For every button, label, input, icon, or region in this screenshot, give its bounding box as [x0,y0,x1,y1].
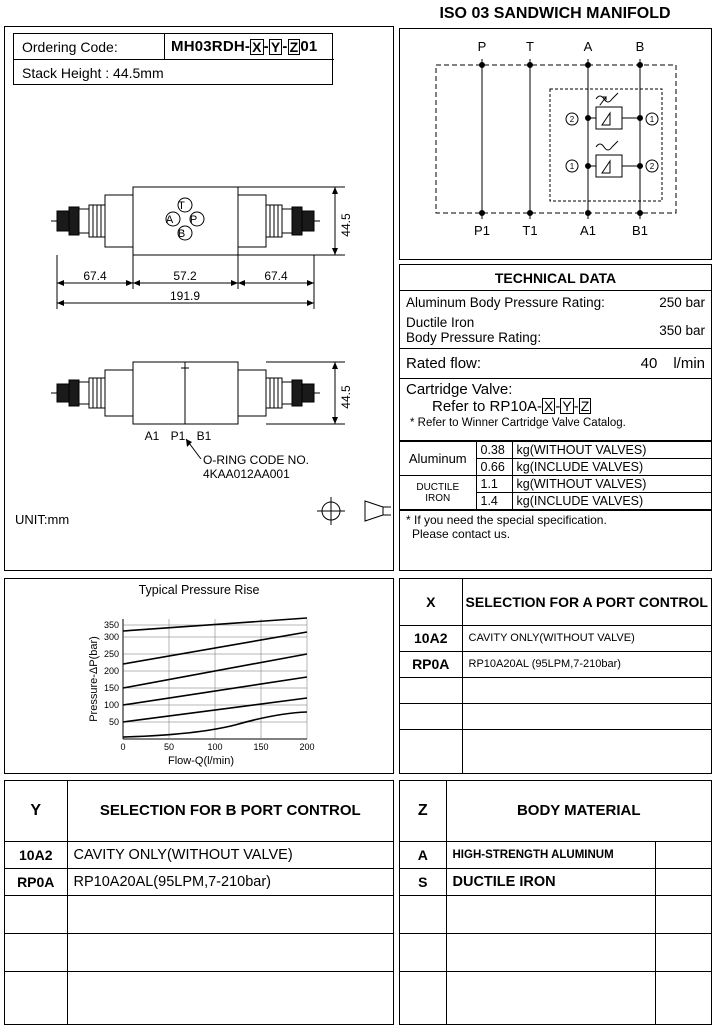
schematic-port-t: T [526,39,534,54]
y-code-header: Y [5,781,67,841]
stack-height-row: Stack Height : 44.5mm [22,64,164,81]
weight-ductile-include-unit: kg(INCLUDE VALVES) [512,493,711,510]
y-row-3-desc [67,933,393,971]
technical-footnote [400,511,711,545]
tech-row-ductile [400,313,711,349]
tech-label-ductile: Ductile Iron Body Pressure Rating: [406,315,542,345]
z-row-0-code: A [400,841,446,868]
x-selection-table-panel [399,578,712,774]
dim-left: 67.4 [83,269,107,283]
ordering-code-value [164,34,323,59]
svg-text:250: 250 [103,649,119,659]
z-row-2-code [400,895,446,933]
svg-text:1: 1 [569,162,575,171]
pressure-rise-chart-panel [4,578,394,774]
y-selection-table-panel [4,780,394,1025]
svg-text:350: 350 [103,620,119,630]
weight-ductile-without-unit: kg(WITHOUT VALVES) [512,476,711,493]
y-title-header: SELECTION FOR B PORT CONTROL [67,781,393,841]
dim-right: 67.4 [264,269,288,283]
z-row-4-extra [655,971,711,1024]
weight-table [400,441,711,511]
z-selection-table-panel [399,780,712,1025]
unit-label: UNIT:mm [15,512,70,527]
technical-data-heading: TECHNICAL DATA [400,265,711,291]
ordering-code-row [14,34,334,60]
technical-data-panel [399,264,712,571]
weight-row-aluminum [400,442,711,459]
schematic-port-b1: B1 [632,223,648,238]
z-row-0-desc: HIGH-STRENGTH ALUMINUM [446,841,655,868]
cartridge-note: * Refer to Winner Cartridge Valve Catalog. [410,417,626,429]
schematic-port-b: B [635,39,645,54]
ordering-code-z: Z [289,38,299,55]
y-row-0-desc: CAVITY ONLY(WITHOUT VALVE) [67,841,393,868]
hydraulic-schematic-panel [399,28,712,260]
y-row-3-code [5,933,67,971]
dim-height-bottom: 44.5 [339,385,353,409]
pressure-rise-chart [5,597,393,767]
y-row-1-desc: RP10A20AL(95LPM,7-210bar) [67,868,393,895]
cartridge-y: Y [562,398,572,414]
tech-label-flow: Rated flow: [406,355,482,372]
z-selection-table [400,781,711,1024]
svg-text:2: 2 [649,162,655,171]
product-drawing-panel [4,26,394,571]
chart-title: Typical Pressure Rise [138,583,260,597]
cartridge-refer-text: Refer to RP10A- [432,398,543,415]
chart-xlabel: Flow-Q(l/min) [168,755,234,767]
z-row-4-desc [446,971,655,1024]
svg-text:150: 150 [103,683,119,693]
weight-row-ductile [400,476,711,493]
ordering-code-x: X [252,38,262,55]
tech-value-aluminum: 250 bar [659,294,705,310]
x-row-1-desc: RP10A20AL (95LPM,7-210bar) [462,651,711,677]
x-row-2-code [400,677,462,703]
x-row-0-code: 10A2 [400,625,462,651]
ordering-code-block [13,33,333,85]
ordering-code-y: Y [270,38,281,55]
footnote-line1: * If you need the special specification. [406,513,607,527]
svg-text:T: T [178,200,185,212]
weight-material-ductile: DUCTILE IRON [400,476,476,510]
x-title-header: SELECTION FOR A PORT CONTROL [462,579,711,625]
z-row-2-extra [655,895,711,933]
svg-text:0: 0 [120,742,126,752]
schematic-port-t1: T1 [522,223,538,238]
weight-aluminum-without-value: 0.38 [476,442,512,459]
cartridge-z: Z [580,398,590,414]
z-row-1-code: S [400,868,446,895]
weight-aluminum-without-unit: kg(WITHOUT VALVES) [512,442,711,459]
y-selection-table [5,781,393,1024]
svg-text:100: 100 [103,700,119,710]
y-row-4-code [5,971,67,1024]
z-row-3-extra [655,933,711,971]
weight-aluminum-include-unit: kg(INCLUDE VALVES) [512,459,711,476]
port-p1: P1 [170,429,186,443]
z-row-1-extra [655,868,711,895]
svg-text:200: 200 [103,666,119,676]
x-row-1-code: RP0A [400,651,462,677]
dim-height-top: 44.5 [339,213,353,237]
x-row-3-code [400,703,462,729]
weight-aluminum-include-value: 0.66 [476,459,512,476]
cartridge-x: X [544,398,554,414]
tech-row-aluminum [400,291,711,313]
tech-row-flow [400,349,711,379]
hydraulic-schematic [400,29,711,259]
y-row-0-code: 10A2 [5,841,67,868]
svg-text:300: 300 [103,632,119,642]
z-row-3-code [400,933,446,971]
x-code-header: X [400,579,462,625]
svg-text:150: 150 [253,742,269,752]
schematic-port-p: P [477,39,487,54]
dim-total: 191.9 [169,289,201,303]
schematic-port-p1: P1 [474,223,490,238]
ordering-code-label: Ordering Code: [22,38,118,55]
weight-ductile-without-value: 1.1 [476,476,512,493]
cartridge-line2: Refer to RP10A- X - Y - Z [432,398,590,415]
svg-text:50: 50 [163,742,175,752]
ordering-code-dash2: - [282,38,288,55]
oring-note-line2: 4KAA012AA001 [203,467,290,481]
x-selection-table [400,579,711,773]
oring-note-line1: O-RING CODE NO. [203,453,310,467]
chart-ylabel: Pressure-ΔP(bar) [88,636,100,722]
tech-value-flow: 40 [640,355,658,372]
y-row-2-code [5,895,67,933]
svg-text:50: 50 [108,717,119,727]
svg-text:2: 2 [569,115,575,124]
z-code-header: Z [400,781,446,841]
x-row-3-desc [462,703,711,729]
svg-text:100: 100 [207,742,223,752]
schematic-port-a1: A1 [580,223,596,238]
y-row-1-code: RP0A [5,868,67,895]
tech-row-cartridge [400,379,711,441]
z-title-header: BODY MATERIAL [446,781,711,841]
ordering-code-prefix: MH03RDH- [171,38,251,55]
x-row-0-desc: CAVITY ONLY(WITHOUT VALVE) [462,625,711,651]
z-row-3-desc [446,933,655,971]
cartridge-line1: Cartridge Valve: [406,381,513,398]
y-row-4-desc [67,971,393,1024]
svg-text:200: 200 [299,742,315,752]
y-row-2-desc [67,895,393,933]
ordering-code-suffix: 01 [300,38,318,55]
svg-text:1: 1 [649,115,655,124]
tech-label-aluminum: Aluminum Body Pressure Rating: [406,294,605,310]
schematic-port-a: A [583,39,593,54]
svg-text:A: A [165,214,174,226]
port-a1: A1 [144,429,160,443]
z-row-1-desc: DUCTILE IRON [446,868,655,895]
x-row-4-code [400,729,462,773]
page-title: ISO 03 SANDWICH MANIFOLD [439,5,671,22]
dim-center: 57.2 [173,269,197,283]
footnote-line2: Please contact us. [412,526,511,541]
tech-value-ductile: 350 bar [659,323,705,338]
svg-text:P: P [189,214,198,226]
weight-ductile-include-value: 1.4 [476,493,512,510]
tech-unit-flow: l/min [673,355,705,372]
x-row-4-desc [462,729,711,773]
svg-text:B: B [177,228,186,240]
assembly-drawing [5,87,393,567]
port-b1: B1 [196,429,212,443]
z-row-4-code [400,971,446,1024]
ordering-code-dash1: - [263,38,269,55]
x-row-2-desc [462,677,711,703]
z-row-0-extra [655,841,711,868]
weight-material-aluminum: Aluminum [400,442,476,476]
z-row-2-desc [446,895,655,933]
